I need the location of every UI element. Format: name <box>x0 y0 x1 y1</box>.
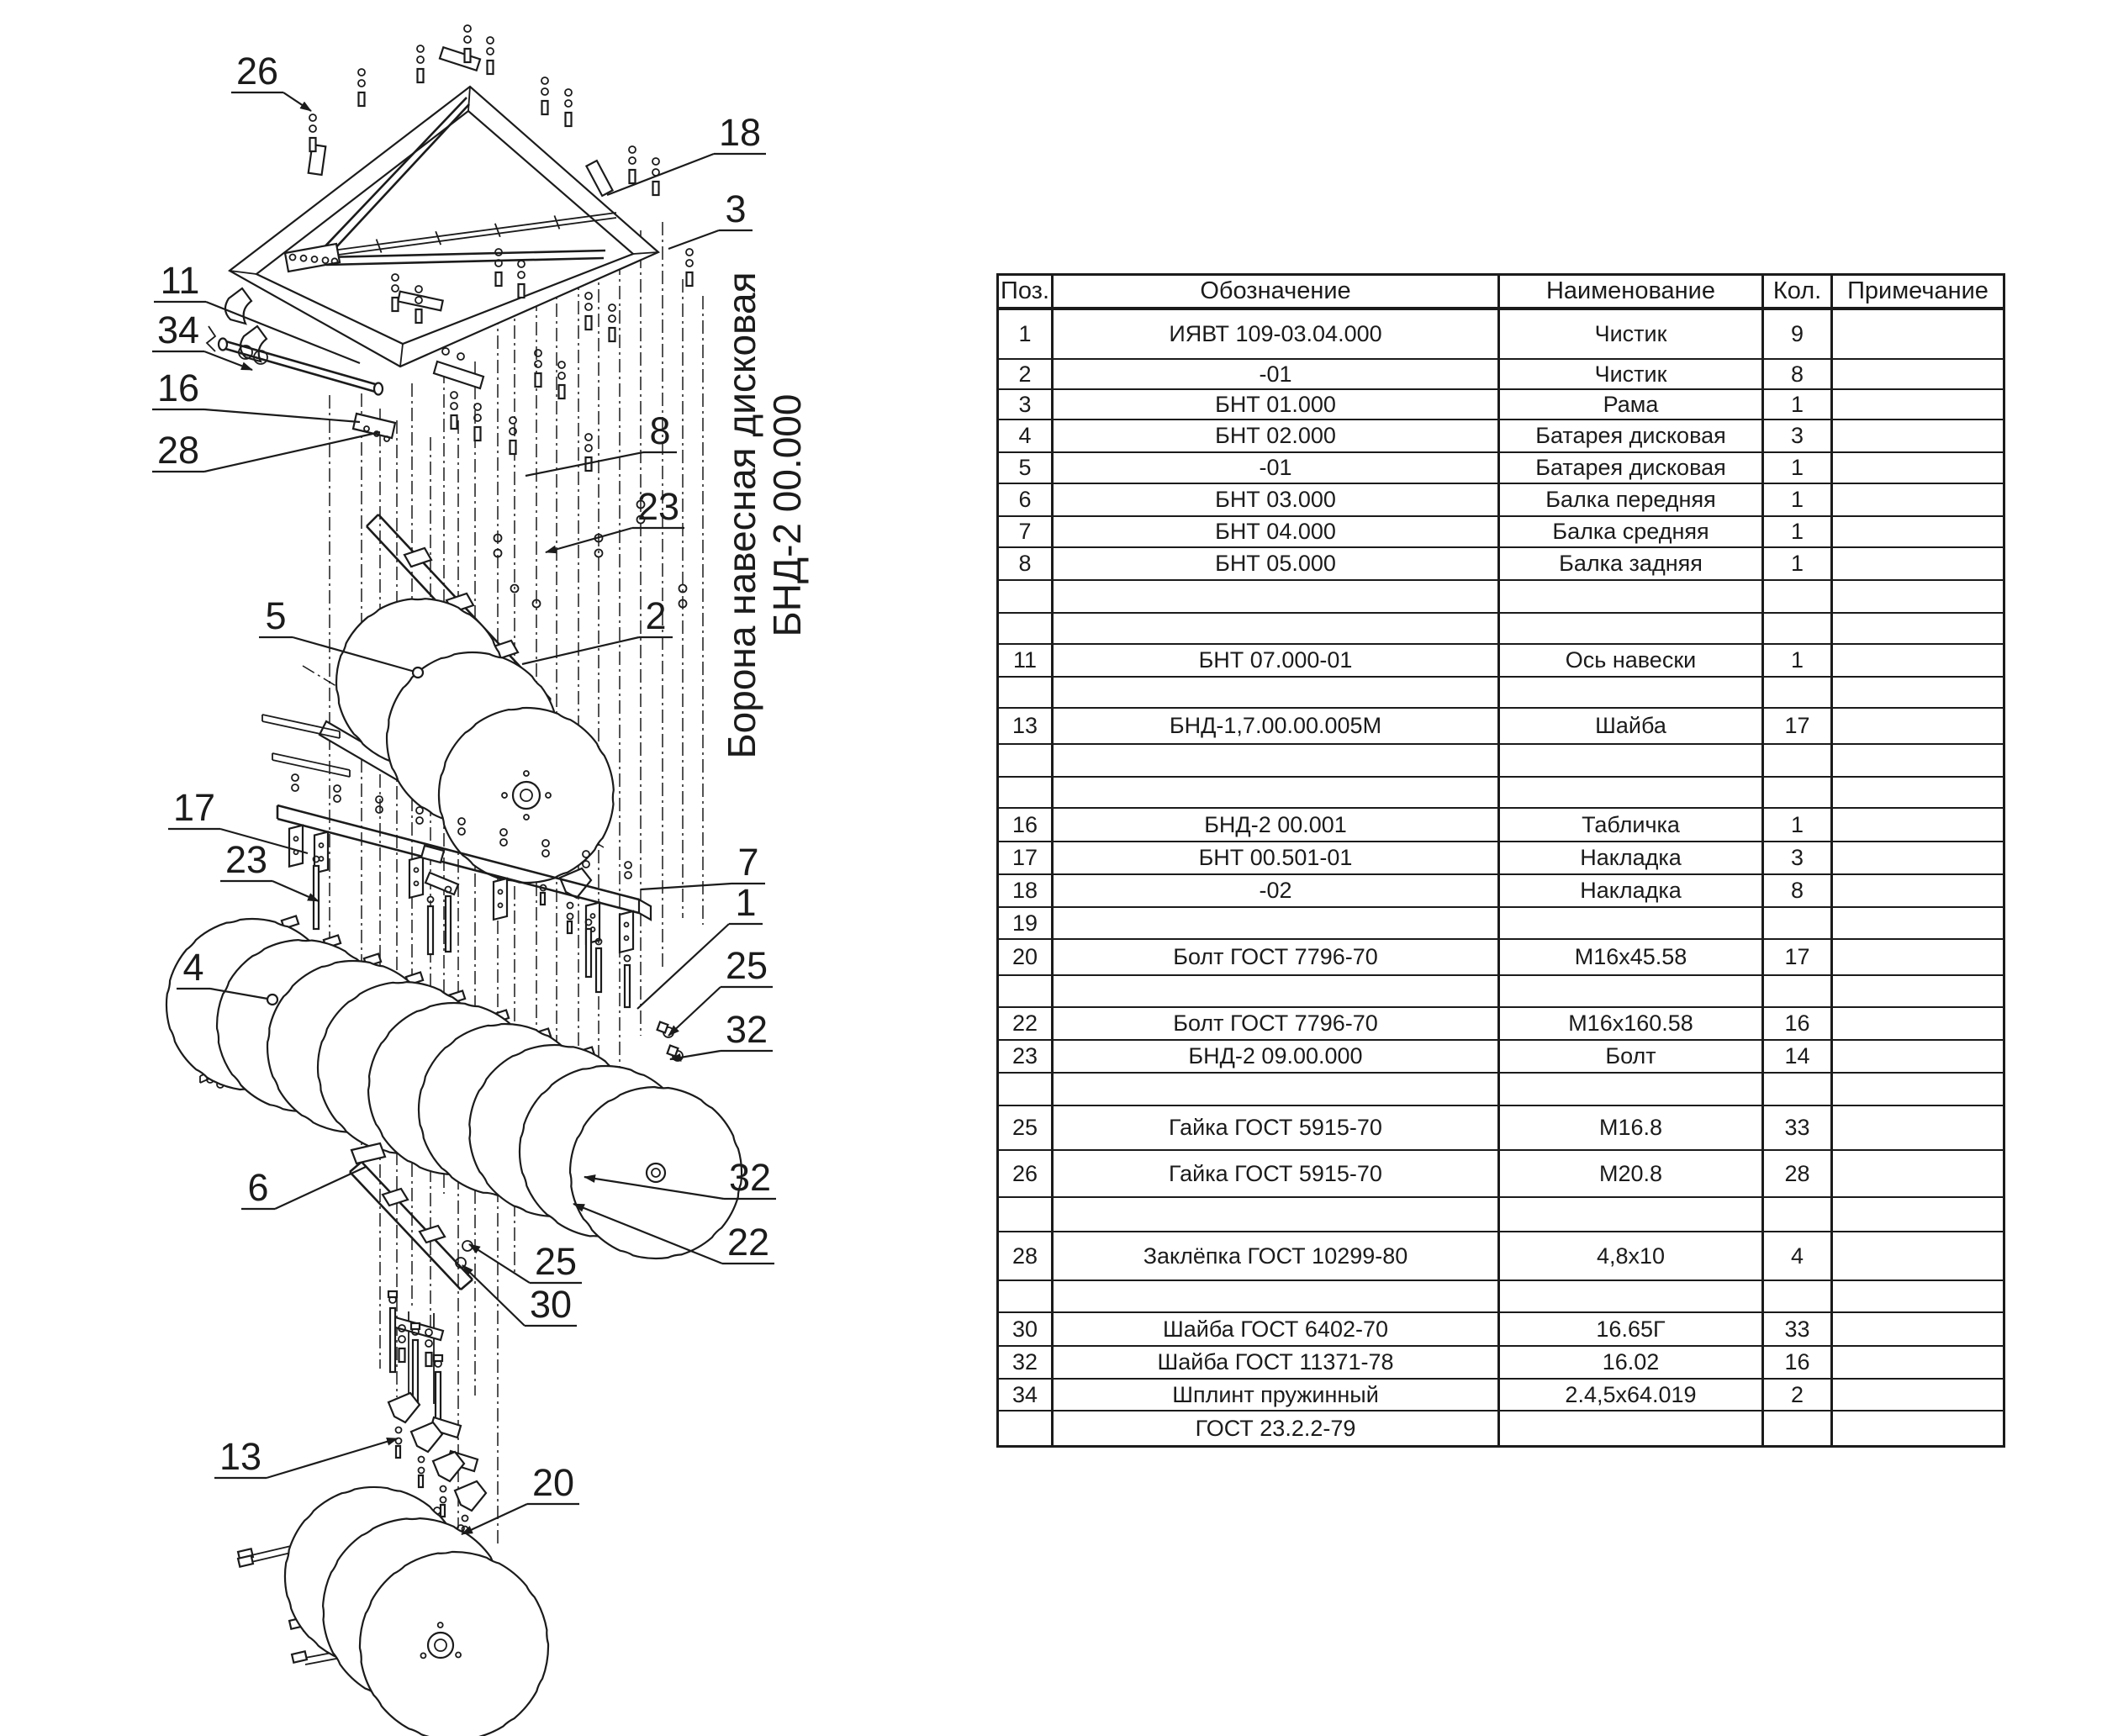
cell-designation <box>1054 581 1500 612</box>
callout-23 <box>220 838 319 901</box>
callout-number: 20 <box>531 1461 575 1504</box>
cell-qty: 1 <box>1764 645 1833 676</box>
exploded-view-drawing <box>0 0 996 1736</box>
callout-number: 22 <box>726 1221 770 1264</box>
cell-pos: 7 <box>999 517 1054 546</box>
header-qty: Кол. <box>1764 276 1833 307</box>
cell-note <box>1833 1380 2003 1410</box>
cell-pos: 18 <box>999 875 1054 906</box>
cell-designation <box>1054 745 1500 776</box>
cell-designation: БНТ 03.000 <box>1054 484 1500 515</box>
cell-qty: 1 <box>1764 809 1833 841</box>
callout-13 <box>214 1435 398 1478</box>
cell-name: М16х160.58 <box>1500 1008 1764 1039</box>
callout-23 <box>546 485 684 552</box>
cell-qty: 28 <box>1764 1151 1833 1196</box>
table-row <box>999 709 2003 745</box>
cell-note <box>1833 484 2003 515</box>
cell-note <box>1833 678 2003 707</box>
cell-qty: 8 <box>1764 875 1833 906</box>
callout-number: 32 <box>728 1156 772 1199</box>
table-row <box>999 645 2003 678</box>
cell-qty <box>1764 908 1833 938</box>
cell-qty: 9 <box>1764 310 1833 358</box>
callout-number: 30 <box>529 1283 573 1326</box>
drawing-title-line2: БНД-2 00.000 <box>765 393 809 637</box>
table-row <box>999 517 2003 548</box>
callout-number: 18 <box>718 111 762 154</box>
cell-name: Болт <box>1500 1041 1764 1072</box>
cell-qty: 33 <box>1764 1313 1833 1345</box>
cell-note <box>1833 976 2003 1006</box>
cell-designation: Заклёпка ГОСТ 10299-80 <box>1054 1232 1500 1280</box>
cell-designation: БНТ 04.000 <box>1054 517 1500 546</box>
cell-designation <box>1054 976 1500 1006</box>
cell-note <box>1833 1411 2003 1445</box>
cell-designation <box>1054 908 1500 938</box>
cell-pos: 19 <box>999 908 1054 938</box>
cell-name <box>1500 1281 1764 1311</box>
callout-number: 1 <box>735 881 757 924</box>
header-note: Примечание <box>1847 277 1988 305</box>
callout-number: 4 <box>182 946 204 989</box>
cell-note <box>1833 1041 2003 1072</box>
cell-note <box>1833 1198 2003 1231</box>
table-row <box>999 1151 2003 1198</box>
table-row <box>999 390 2003 420</box>
cell-name: Батарея дисковая <box>1500 420 1764 451</box>
cell-name: Балка передняя <box>1500 484 1764 515</box>
table-row <box>999 1380 2003 1411</box>
cell-note <box>1833 1151 2003 1196</box>
cell-pos: 20 <box>999 940 1054 974</box>
cell-note <box>1833 1281 2003 1311</box>
cell-note <box>1833 940 2003 974</box>
cell-note <box>1833 614 2003 643</box>
table-row <box>999 745 2003 778</box>
cell-designation: БНТ 05.000 <box>1054 548 1500 579</box>
cell-note <box>1833 842 2003 873</box>
cell-designation: -02 <box>1054 875 1500 906</box>
callout-number: 34 <box>156 309 200 351</box>
cell-qty: 1 <box>1764 517 1833 546</box>
cell-name <box>1500 678 1764 707</box>
callout-number: 25 <box>725 944 768 987</box>
cell-designation <box>1054 1074 1500 1105</box>
table-row <box>999 1074 2003 1106</box>
cell-note <box>1833 745 2003 776</box>
cell-name <box>1500 581 1764 612</box>
table-row <box>999 778 2003 809</box>
callout-number: 23 <box>224 838 268 881</box>
cell-name <box>1500 1411 1764 1445</box>
cell-designation: БНД-2 00.001 <box>1054 809 1500 841</box>
cell-qty <box>1764 778 1833 807</box>
cell-designation: Болт ГОСТ 7796-70 <box>1054 940 1500 974</box>
cell-qty: 16 <box>1764 1008 1833 1039</box>
table-row <box>999 1281 2003 1313</box>
cell-note <box>1833 778 2003 807</box>
table-row <box>999 1347 2003 1380</box>
cell-pos <box>999 976 1054 1006</box>
cell-qty: 3 <box>1764 420 1833 451</box>
parts-table-header <box>999 276 2003 310</box>
cell-pos: 28 <box>999 1232 1054 1280</box>
cell-note <box>1833 453 2003 483</box>
cell-pos: 34 <box>999 1380 1054 1410</box>
cell-pos: 17 <box>999 842 1054 873</box>
cell-pos: 8 <box>999 548 1054 579</box>
cell-name <box>1500 778 1764 807</box>
table-row <box>999 1106 2003 1151</box>
cell-name: Чистик <box>1500 360 1764 388</box>
cell-pos: 22 <box>999 1008 1054 1039</box>
cell-name <box>1500 976 1764 1006</box>
cell-pos <box>999 1198 1054 1231</box>
cell-pos <box>999 614 1054 643</box>
cell-qty: 14 <box>1764 1041 1833 1072</box>
callout-number: 11 <box>160 259 200 302</box>
cell-designation: БНТ 01.000 <box>1054 390 1500 419</box>
table-row <box>999 614 2003 645</box>
cell-pos: 13 <box>999 709 1054 743</box>
cell-pos: 30 <box>999 1313 1054 1345</box>
cell-name: 16.02 <box>1500 1347 1764 1378</box>
cell-designation: БНТ 07.000-01 <box>1054 645 1500 676</box>
cell-note <box>1833 517 2003 546</box>
cell-qty: 3 <box>1764 842 1833 873</box>
cell-name: Балка задняя <box>1500 548 1764 579</box>
parts-table-body <box>999 310 2003 1445</box>
cell-qty <box>1764 1198 1833 1231</box>
header-name: Наименование <box>1500 276 1764 307</box>
cell-qty: 33 <box>1764 1106 1833 1149</box>
callout-32 <box>670 1008 773 1059</box>
cell-note <box>1833 709 2003 743</box>
table-row <box>999 809 2003 842</box>
table-row <box>999 581 2003 614</box>
cell-note <box>1833 390 2003 419</box>
cell-qty <box>1764 614 1833 643</box>
callout-26 <box>231 50 311 111</box>
cell-designation: -01 <box>1054 453 1500 483</box>
cell-qty: 16 <box>1764 1347 1833 1378</box>
cell-note <box>1833 1008 2003 1039</box>
cell-note <box>1833 645 2003 676</box>
cell-note <box>1833 581 2003 612</box>
table-row <box>999 908 2003 940</box>
cell-designation <box>1054 778 1500 807</box>
cell-designation: ИЯВТ 109-03.04.000 <box>1054 310 1500 358</box>
callout-number: 6 <box>247 1166 269 1209</box>
cell-qty: 8 <box>1764 360 1833 388</box>
cell-name: Батарея дисковая <box>1500 453 1764 483</box>
cell-name <box>1500 614 1764 643</box>
cell-name: Шайба <box>1500 709 1764 743</box>
cell-designation <box>1054 678 1500 707</box>
cell-qty: 2 <box>1764 1380 1833 1410</box>
cell-pos: 16 <box>999 809 1054 841</box>
cell-name: М16х45.58 <box>1500 940 1764 974</box>
cell-note <box>1833 360 2003 388</box>
cell-designation: Шайба ГОСТ 11371-78 <box>1054 1347 1500 1378</box>
table-row <box>999 940 2003 976</box>
cell-pos: 32 <box>999 1347 1054 1378</box>
table-row <box>999 1411 2003 1445</box>
table-row <box>999 678 2003 709</box>
cell-pos <box>999 778 1054 807</box>
table-row <box>999 1198 2003 1232</box>
callout-number: 7 <box>737 841 759 884</box>
cell-pos <box>999 745 1054 776</box>
cell-note <box>1833 1313 2003 1345</box>
cell-name <box>1500 745 1764 776</box>
cell-qty <box>1764 581 1833 612</box>
callout-number: 3 <box>725 187 747 230</box>
cell-designation: БНТ 00.501-01 <box>1054 842 1500 873</box>
cell-note <box>1833 310 2003 358</box>
table-row <box>999 310 2003 360</box>
parts-table <box>996 273 2005 1448</box>
cell-name: Ось навески <box>1500 645 1764 676</box>
cell-pos <box>999 1411 1054 1445</box>
table-row <box>999 1008 2003 1041</box>
cell-pos: 23 <box>999 1041 1054 1072</box>
table-row <box>999 1313 2003 1347</box>
table-row <box>999 420 2003 453</box>
cell-note <box>1833 1106 2003 1149</box>
header-designation: Обозначение <box>1054 276 1500 307</box>
cell-designation: Болт ГОСТ 7796-70 <box>1054 1008 1500 1039</box>
cell-note <box>1833 875 2003 906</box>
callout-number: 25 <box>534 1240 578 1283</box>
cell-designation: БНТ 02.000 <box>1054 420 1500 451</box>
cell-qty <box>1764 678 1833 707</box>
cell-designation: Гайка ГОСТ 5915-70 <box>1054 1151 1500 1196</box>
cell-name: Накладка <box>1500 842 1764 873</box>
cell-pos: 3 <box>999 390 1054 419</box>
cell-designation <box>1054 1281 1500 1311</box>
cell-pos <box>999 1281 1054 1311</box>
cell-name: М16.8 <box>1500 1106 1764 1149</box>
cell-name: 16.65Г <box>1500 1313 1764 1345</box>
cell-designation: Шайба ГОСТ 6402-70 <box>1054 1313 1500 1345</box>
cell-note <box>1833 1074 2003 1105</box>
cell-pos <box>999 678 1054 707</box>
cell-qty: 1 <box>1764 548 1833 579</box>
callout-number: 5 <box>265 594 287 637</box>
cell-name <box>1500 908 1764 938</box>
cell-name: Табличка <box>1500 809 1764 841</box>
cell-pos: 11 <box>999 645 1054 676</box>
table-row <box>999 976 2003 1008</box>
cell-name: 4,8х10 <box>1500 1232 1764 1280</box>
cell-designation <box>1054 614 1500 643</box>
table-row <box>999 548 2003 581</box>
cell-designation: ГОСТ 23.2.2-79 <box>1054 1411 1500 1445</box>
cell-qty <box>1764 1074 1833 1105</box>
cell-note <box>1833 809 2003 841</box>
table-row <box>999 1041 2003 1074</box>
table-row <box>999 484 2003 517</box>
header-pos: Поз. <box>999 276 1054 307</box>
callout-number: 32 <box>725 1008 768 1051</box>
drawing-title-line1: Борона навесная дисковая <box>720 272 763 759</box>
callout-number: 26 <box>235 50 279 92</box>
cell-note <box>1833 908 2003 938</box>
callout-3 <box>668 187 753 249</box>
cell-designation <box>1054 1198 1500 1231</box>
cell-pos: 25 <box>999 1106 1054 1149</box>
table-row <box>999 1232 2003 1281</box>
cell-pos <box>999 1074 1054 1105</box>
cell-designation: Шплинт пружинный <box>1054 1380 1500 1410</box>
cell-pos: 26 <box>999 1151 1054 1196</box>
cell-pos: 2 <box>999 360 1054 388</box>
cell-name: Чистик <box>1500 310 1764 358</box>
cell-name: Рама <box>1500 390 1764 419</box>
cell-name: Балка средняя <box>1500 517 1764 546</box>
callout-2 <box>522 594 673 664</box>
cell-designation: БНД-1,7.00.00.005М <box>1054 709 1500 743</box>
cell-pos: 5 <box>999 453 1054 483</box>
cell-note <box>1833 1232 2003 1280</box>
table-row <box>999 875 2003 908</box>
cell-designation: Гайка ГОСТ 5915-70 <box>1054 1106 1500 1149</box>
cell-qty <box>1764 976 1833 1006</box>
callout-25 <box>469 1240 582 1283</box>
callout-number: 28 <box>156 429 200 472</box>
cell-qty: 1 <box>1764 484 1833 515</box>
callout-number: 23 <box>636 485 680 528</box>
callout-number: 17 <box>172 786 216 829</box>
cell-note <box>1833 1347 2003 1378</box>
callout-number: 16 <box>156 367 200 409</box>
cell-qty <box>1764 745 1833 776</box>
callout-6 <box>241 1166 366 1209</box>
cell-name <box>1500 1198 1764 1231</box>
table-row <box>999 360 2003 390</box>
cell-qty: 1 <box>1764 453 1833 483</box>
cell-note <box>1833 420 2003 451</box>
table-row <box>999 842 2003 875</box>
cell-qty: 4 <box>1764 1232 1833 1280</box>
cell-name <box>1500 1074 1764 1105</box>
cell-note <box>1833 548 2003 579</box>
cell-qty: 17 <box>1764 709 1833 743</box>
cell-pos: 1 <box>999 310 1054 358</box>
callout-8 <box>526 409 677 476</box>
callout-number: 2 <box>645 594 667 637</box>
cell-qty: 17 <box>1764 940 1833 974</box>
cell-pos: 4 <box>999 420 1054 451</box>
cell-name: М20.8 <box>1500 1151 1764 1196</box>
cell-qty <box>1764 1281 1833 1311</box>
callout-number: 13 <box>219 1435 262 1478</box>
table-row <box>999 453 2003 484</box>
cell-pos <box>999 581 1054 612</box>
cell-designation: БНД-2 09.00.000 <box>1054 1041 1500 1072</box>
callout-number: 8 <box>649 409 671 452</box>
cell-qty: 1 <box>1764 390 1833 419</box>
cell-qty <box>1764 1411 1833 1445</box>
cell-name: 2.4,5х64.019 <box>1500 1380 1764 1410</box>
cell-pos: 6 <box>999 484 1054 515</box>
cell-designation: -01 <box>1054 360 1500 388</box>
cell-name: Накладка <box>1500 875 1764 906</box>
callout-28 <box>152 429 380 472</box>
callout-16 <box>152 367 360 422</box>
